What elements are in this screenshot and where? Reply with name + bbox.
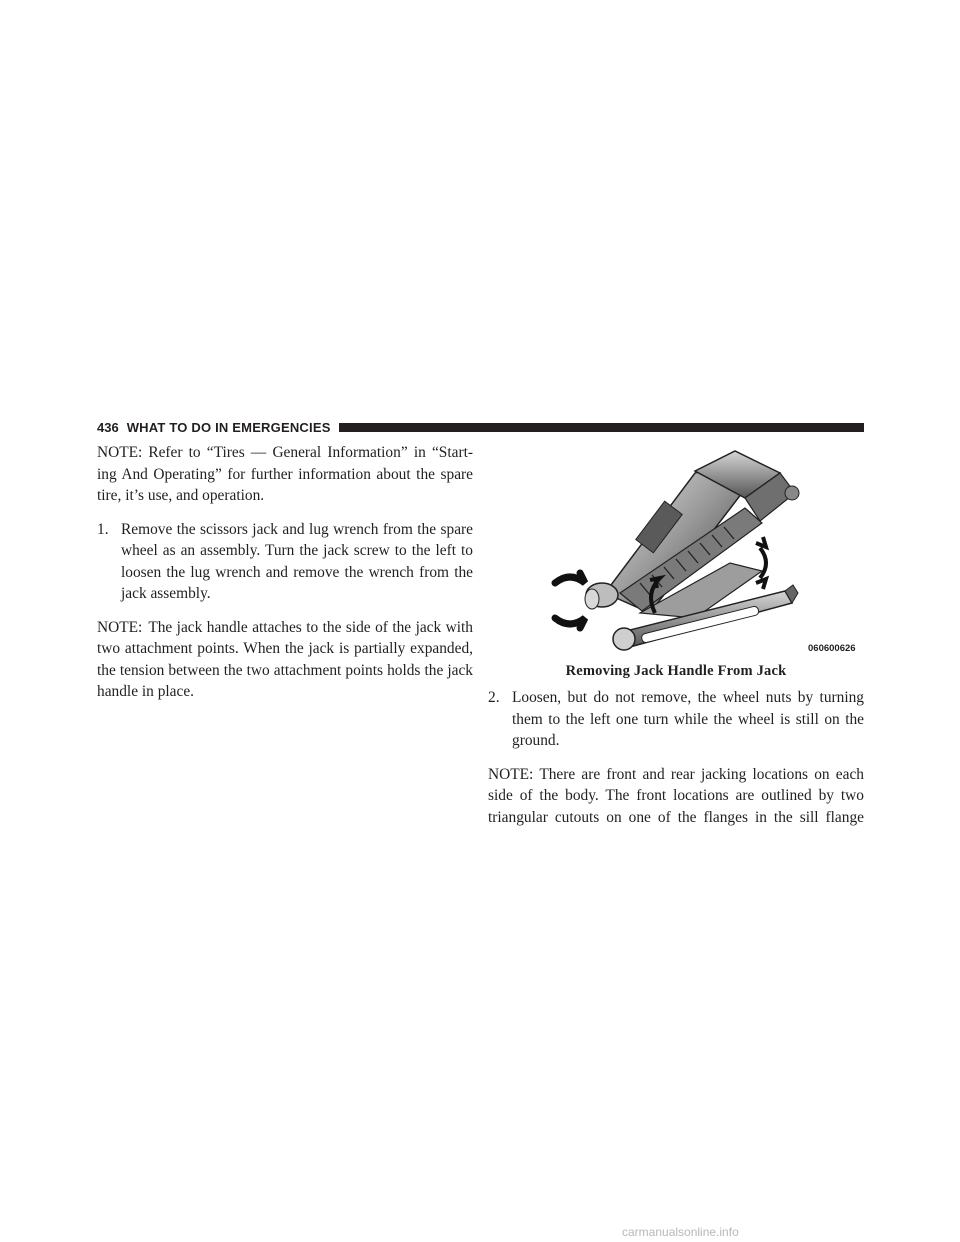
page-header [97,418,864,436]
note-label: NOTE: [97,444,143,461]
figure-caption: Removing Jack Handle From Jack [565,663,787,679]
watermark: carmanualsonline.info [622,1225,739,1239]
note-label: NOTE: [488,765,534,783]
right-column [488,687,864,840]
figure-code: 060600626 [808,643,856,654]
note-jack-handle [97,617,473,703]
step-number: 1. [97,520,109,538]
step-text: Remove the scissors jack and lug wrench from the spare wheel as an assembly. Turn the jack screw to the left to loosen the lug wrench and remove the wrench from the jack assembly. [121,520,473,602]
note-jacking-locations [488,764,864,829]
step-2 [488,687,864,752]
page-number: 436 [97,419,119,435]
section-title: WHAT TO DO IN EMERGENCIES [126,419,331,435]
note-text: There are front and rear jacking locations on each side of the body. The front locations are outlined by two triangular cutouts on one of the flanges in the sill flange [488,765,864,826]
step-text: Loosen, but do not remove, the wheel nuts by turning them to the left one turn while the wheel is still on the ground. [512,689,864,749]
header-rule [339,423,864,432]
note-text: The jack handle attaches to the side of the jack with two attachment points. When the jack is partially expanded, the tension between the two attachment points holds the jack handle in place. [97,618,473,700]
step-number: 2. [488,689,500,706]
note-label: NOTE: [97,618,143,636]
left-column [97,442,473,715]
jack-illustration [530,443,864,658]
note-text: Refer to “Tires — General Information” in “Start-ing And Operating” for further information about the spare tire, it’s use, and operation. [97,444,473,504]
note-tires-info [97,442,473,507]
step-1 [97,519,473,605]
